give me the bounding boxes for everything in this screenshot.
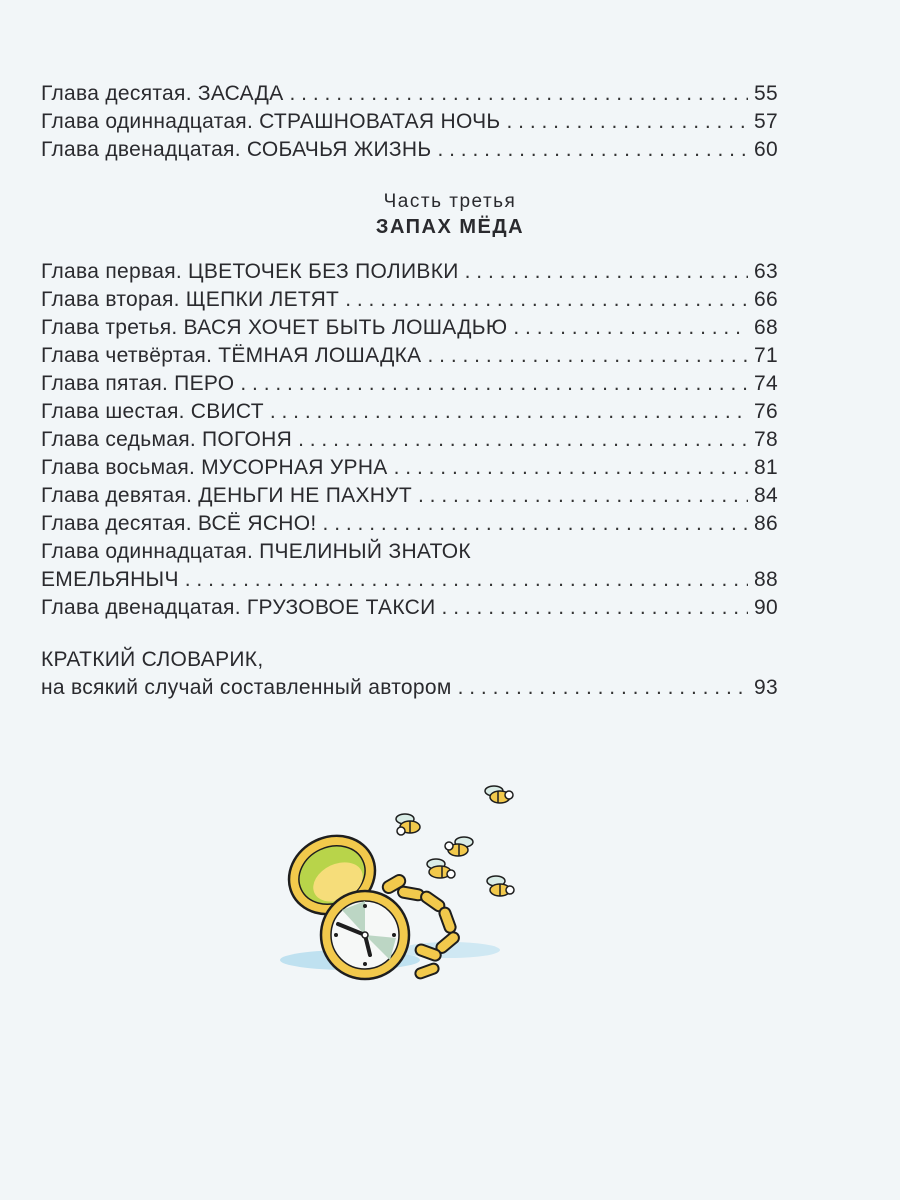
page-number: 66 — [754, 288, 778, 311]
part-subtitle: Часть третья — [383, 191, 517, 212]
leader-dots — [507, 108, 749, 136]
toc-entry[interactable]: Глава десятая. ЗАСАДА . . . 55 — [41, 80, 778, 108]
leader-dots — [394, 454, 748, 482]
page-number: 71 — [754, 344, 778, 367]
part-heading — [0, 190, 900, 240]
toc-entry[interactable]: Глава третья. ВАСЯ ХОЧЕТ БЫТЬ ЛОШАДЬЮ . . . 68 — [41, 314, 778, 342]
leader-dots — [323, 510, 748, 538]
page-number: 76 — [754, 400, 778, 423]
page-number: 57 — [754, 110, 778, 133]
toc-entry[interactable]: на всякий случай составленный автором . . . 93 — [41, 674, 778, 702]
leader-dots — [240, 370, 748, 398]
leader-dots — [185, 566, 748, 594]
toc-part2-continued — [41, 80, 778, 164]
page-number: 84 — [754, 484, 778, 507]
toc-glossary — [41, 646, 778, 702]
leader-dots — [442, 594, 749, 622]
toc-entry[interactable]: Глава десятая. ВСЁ ЯСНО! . . . 86 — [41, 510, 778, 538]
toc-entry[interactable]: Глава девятая. ДЕНЬГИ НЕ ПАХНУТ . . . 84 — [41, 482, 778, 510]
toc-entry[interactable]: Глава двенадцатая. ГРУЗОВОЕ ТАКСИ . . . 90 — [41, 594, 778, 622]
page-number: 90 — [754, 596, 778, 619]
page-number: 60 — [754, 138, 778, 161]
leader-dots — [458, 674, 748, 702]
page-number: 74 — [754, 372, 778, 395]
toc-entry-line2[interactable]: ЕМЕЛЬЯНЫЧ . . . 88 — [41, 566, 778, 594]
leader-dots — [290, 80, 749, 108]
toc-entry[interactable]: Глава восьмая. МУСОРНАЯ УРНА . . . 81 — [41, 454, 778, 482]
toc-entry[interactable]: Глава первая. ЦВЕТОЧЕК БЕЗ ПОЛИВКИ . . . 63 — [41, 258, 778, 286]
page-number: 93 — [754, 676, 778, 699]
toc-entry[interactable]: Глава шестая. СВИСТ . . . 76 — [41, 398, 778, 426]
page-number: 78 — [754, 428, 778, 451]
toc-entry[interactable]: Глава пятая. ПЕРО . . . 74 — [41, 370, 778, 398]
toc-entry[interactable]: Глава четвёртая. ТЁМНАЯ ЛОШАДКА . . . 71 — [41, 342, 778, 370]
leader-dots — [513, 314, 748, 342]
toc-part3 — [41, 258, 778, 622]
glossary-title[interactable]: КРАТКИЙ СЛОВАРИК, — [41, 648, 264, 671]
toc-entry[interactable]: Глава одиннадцатая. СТРАШНОВАТАЯ НОЧЬ . . . 57 — [41, 108, 778, 136]
page-number: 88 — [754, 568, 778, 591]
toc-entry[interactable]: Глава седьмая. ПОГОНЯ . . . 78 — [41, 426, 778, 454]
toc-entry[interactable]: Глава вторая. ЩЕПКИ ЛЕТЯТ . . . 66 — [41, 286, 778, 314]
page-number: 63 — [754, 260, 778, 283]
toc-entry-line1[interactable]: Глава одиннадцатая. ПЧЕЛИНЫЙ ЗНАТОК — [41, 540, 471, 563]
part-title: ЗАПАХ МЁДА — [375, 216, 525, 238]
leader-dots — [298, 426, 748, 454]
page-number: 81 — [754, 456, 778, 479]
leader-dots — [465, 258, 748, 286]
leader-dots — [437, 136, 748, 164]
pocket-watch-with-bees-icon — [270, 770, 540, 985]
leader-dots — [427, 342, 748, 370]
leader-dots — [418, 482, 748, 510]
toc-entry[interactable]: Глава двенадцатая. СОБАЧЬЯ ЖИЗНЬ . . . 60 — [41, 136, 778, 164]
page-number: 86 — [754, 512, 778, 535]
leader-dots — [345, 286, 748, 314]
page-number: 68 — [754, 316, 778, 339]
leader-dots — [270, 398, 748, 426]
page-number: 55 — [754, 82, 778, 105]
